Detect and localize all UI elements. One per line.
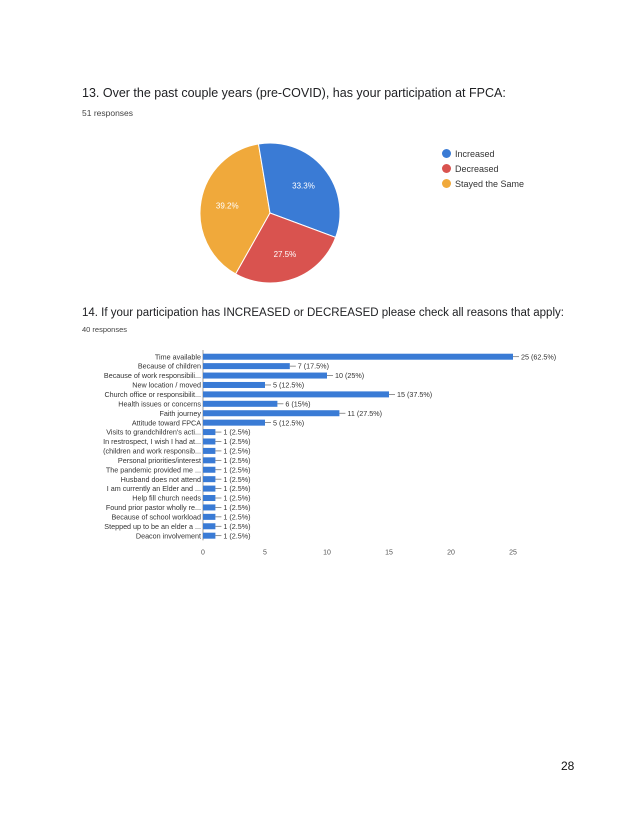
bar-category-label: Visits to grandchildren's acti... — [106, 427, 201, 437]
bar-value-label: 1 (2.5%) — [223, 503, 251, 513]
legend-item-increased — [442, 146, 524, 161]
bar — [203, 429, 215, 435]
pie-legend — [442, 146, 524, 191]
x-tick-label: 0 — [201, 549, 205, 557]
bar — [203, 457, 215, 463]
x-tick-label: 25 — [509, 549, 517, 557]
bar-category-label: In restrospect, I wish I had at... — [103, 437, 201, 447]
bar — [203, 504, 215, 510]
bar — [203, 495, 215, 501]
reasons-bar-chart — [0, 340, 637, 600]
question-14-response-count: 40 responses — [82, 325, 128, 334]
bar — [203, 420, 265, 426]
bar-value-label: 10 (25%) — [335, 371, 365, 381]
bar-category-label: Personal priorities/interest — [117, 455, 201, 465]
bar-category-label: Deacon involvement — [135, 531, 201, 541]
x-tick-label: 10 — [323, 549, 331, 557]
bar-value-label: 6 (15%) — [285, 399, 311, 409]
bar-category-label: Attitude toward FPCA — [131, 418, 201, 428]
bar-value-label: 1 (2.5%) — [223, 474, 251, 484]
bar-value-label: 5 (12.5%) — [273, 380, 305, 390]
bar-value-label: 1 (2.5%) — [223, 427, 251, 437]
bar-value-label: 1 (2.5%) — [223, 531, 251, 541]
bar-category-label: Faith journey — [159, 408, 201, 418]
participation-pie-chart — [190, 140, 350, 300]
question-14-title: 14. If your participation has INCREASED or DECREASED please check all reasons that apply: — [82, 307, 564, 319]
bar-category-label: I am currently an Elder and ... — [106, 484, 201, 494]
pie-label-decreased: 27.5% — [273, 249, 297, 259]
bar-value-label: 15 (37.5%) — [397, 389, 433, 399]
bar-value-label: 11 (27.5%) — [347, 408, 383, 418]
bar-value-label: 25 (62.5%) — [521, 352, 557, 362]
bar-category-label: Help fill church needs — [132, 493, 201, 503]
bar — [203, 533, 215, 539]
bar-category-label: New location / moved — [132, 380, 201, 390]
bar-value-label: 1 (2.5%) — [223, 446, 251, 456]
bar-category-label: Because of children — [137, 361, 201, 371]
bar — [203, 391, 389, 397]
bar-category-label: Found prior pastor wholly re... — [105, 503, 201, 513]
bar-value-label: 7 (17.5%) — [297, 361, 329, 371]
bar-category-label: (children and work responsib... — [103, 446, 201, 456]
question-13-title: 13. Over the past couple years (pre-COVID), has your participation at FPCA: — [82, 86, 506, 100]
legend-swatch-increased — [442, 149, 451, 158]
legend-item-decreased — [442, 161, 524, 176]
bar-category-label: Stepped up to be an elder a ... — [104, 521, 201, 531]
page-number: 28 — [561, 759, 575, 773]
bar-category-label: The pandemic provided me ... — [105, 465, 201, 475]
bar — [203, 523, 215, 529]
bar-value-label: 1 (2.5%) — [223, 512, 251, 522]
legend-item-stayed-same — [442, 176, 524, 191]
bar — [203, 410, 339, 416]
bar-value-label: 1 (2.5%) — [223, 493, 251, 503]
bar — [203, 514, 215, 520]
bar-category-label: Health issues or concerns — [118, 399, 201, 409]
bar — [203, 373, 327, 379]
legend-label-stayed-same: Stayed the Same — [455, 178, 525, 189]
x-tick-label: 20 — [447, 549, 455, 557]
legend-swatch-stayed-same — [442, 179, 451, 188]
bar — [203, 486, 215, 492]
bar — [203, 467, 215, 473]
bar — [203, 476, 215, 482]
legend-label-decreased: Decreased — [455, 163, 499, 174]
bar-value-label: 5 (12.5%) — [273, 418, 305, 428]
bar-value-label: 1 (2.5%) — [223, 521, 251, 531]
bar-value-label: 1 (2.5%) — [223, 455, 251, 465]
bar-category-label: Because of school workload — [111, 512, 201, 522]
bar — [203, 438, 215, 444]
legend-label-increased: Increased — [455, 148, 495, 159]
bar — [203, 354, 513, 360]
bar-category-label: Time available — [154, 352, 201, 362]
question-13-response-count: 51 responses — [82, 108, 134, 118]
bar — [203, 363, 290, 369]
bar-category-label: Husband does not attend — [120, 474, 201, 484]
x-tick-label: 15 — [385, 549, 393, 557]
bar — [203, 382, 265, 388]
bar-value-label: 1 (2.5%) — [223, 437, 251, 447]
bar-category-label: Church office or responsibilit... — [104, 389, 201, 399]
pie-label-stayed-same: 39.2% — [215, 201, 239, 211]
bar-value-label: 1 (2.5%) — [223, 465, 251, 475]
bar — [203, 448, 215, 454]
bar-value-label: 1 (2.5%) — [223, 484, 251, 494]
pie-label-increased: 33.3% — [292, 181, 315, 191]
bar — [203, 401, 277, 407]
x-tick-label: 5 — [263, 549, 267, 557]
legend-swatch-decreased — [442, 164, 451, 173]
bar-category-label: Because of work responsibili... — [103, 371, 201, 381]
